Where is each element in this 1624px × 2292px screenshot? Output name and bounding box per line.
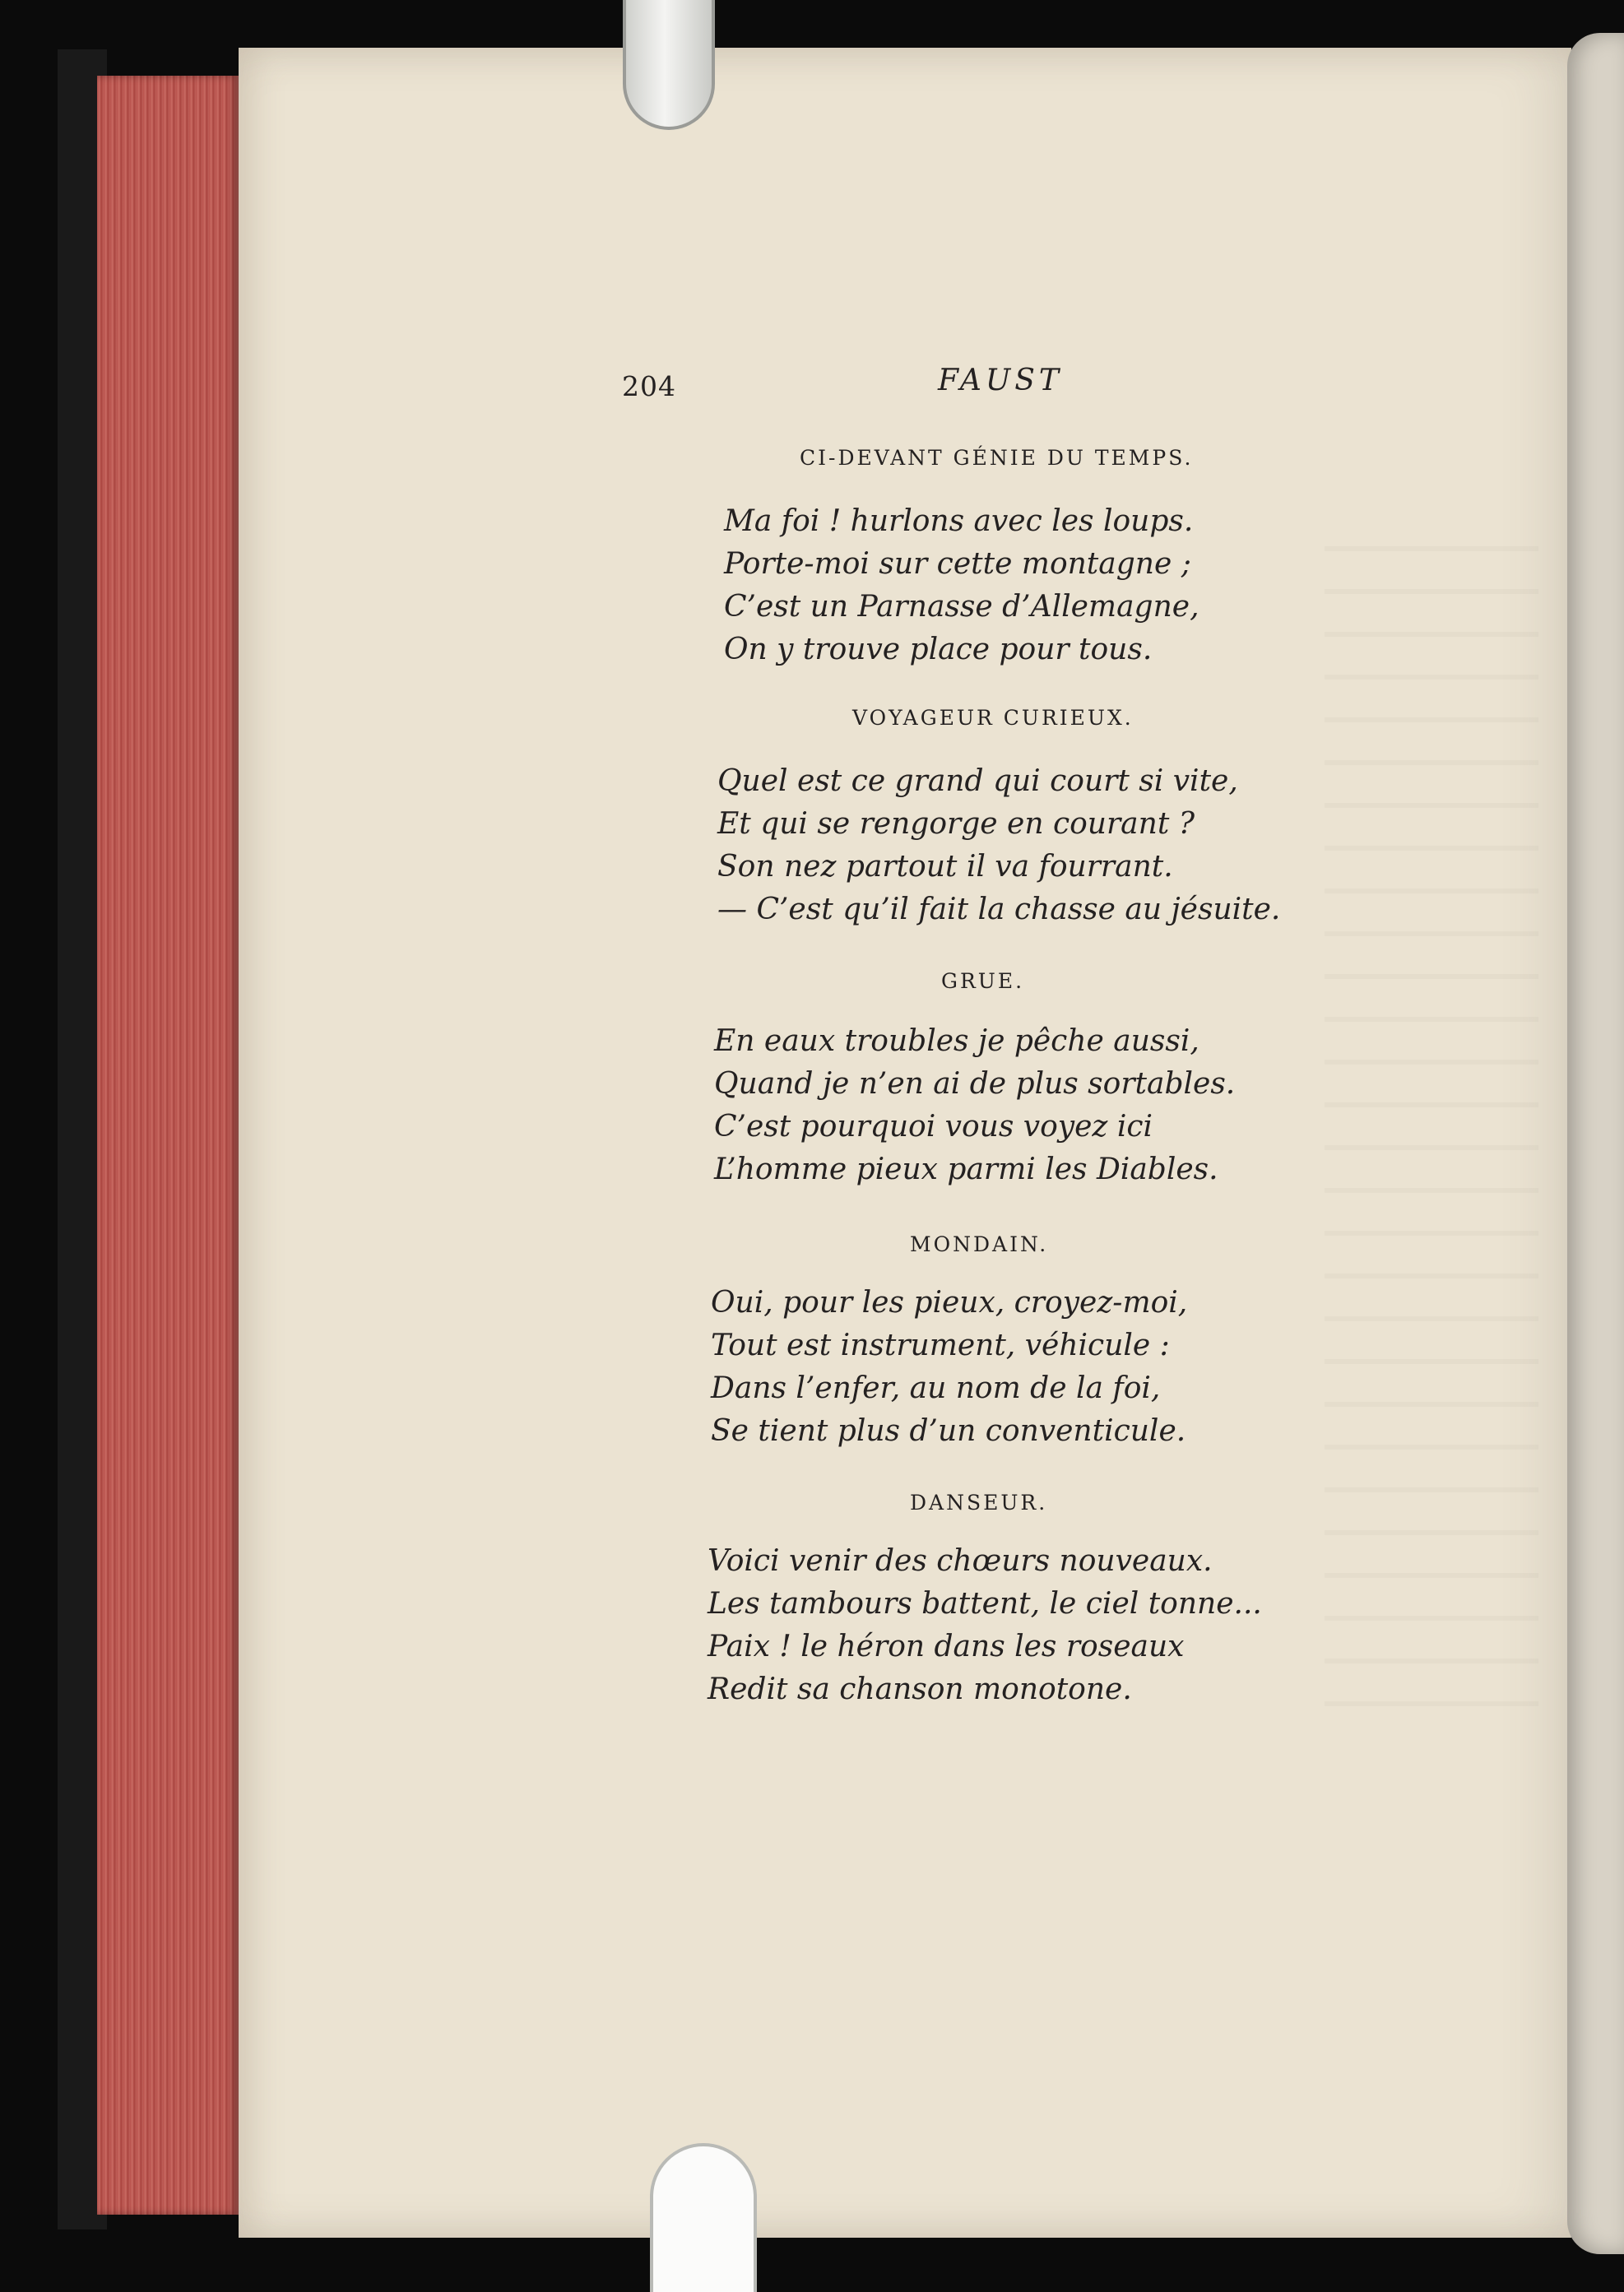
show-through-text xyxy=(1325,508,1538,1742)
speaker-name: MONDAIN. xyxy=(910,1232,1049,1256)
page-number: 204 xyxy=(622,370,676,402)
verse-line: Son nez partout il va fourrant. xyxy=(717,850,1173,884)
page-edges xyxy=(97,76,239,2215)
verse-line: Les tambours battent, le ciel tonne... xyxy=(708,1587,1262,1621)
speaker-name: GRUE. xyxy=(941,969,1025,993)
verse-line: Paix ! le héron dans les roseaux xyxy=(708,1630,1185,1663)
verse-line: On y trouve place pour tous. xyxy=(724,633,1153,666)
verse-line: — C’est qu’il fait la chasse au jésuite. xyxy=(717,893,1281,926)
verse-line: Quel est ce grand qui court si vite, xyxy=(717,764,1238,798)
verse-line: C’est pourquoi vous voyez ici xyxy=(714,1110,1153,1144)
verse-line: Se tient plus d’un conventicule. xyxy=(711,1414,1186,1448)
page-content xyxy=(622,362,1281,1761)
stanza xyxy=(717,760,1280,931)
verse-line: En eaux troubles je pêche aussi, xyxy=(714,1024,1199,1058)
speaker-name: VOYAGEUR CURIEUX. xyxy=(852,706,1134,730)
speaker-name: DANSEUR. xyxy=(910,1491,1048,1515)
stanza xyxy=(711,1282,1187,1453)
verse-line: C’est un Parnasse d’Allemagne, xyxy=(724,590,1199,624)
stanza xyxy=(714,1020,1235,1191)
verse-line: Oui, pour les pieux, croyez-moi, xyxy=(711,1286,1188,1320)
verse-line: Tout est instrument, véhicule : xyxy=(711,1329,1170,1362)
page-clip-top xyxy=(623,0,715,130)
verse-line: Ma foi ! hurlons avec les loups. xyxy=(724,504,1194,538)
stanza xyxy=(708,1540,1262,1711)
verse-line: Dans l’enfer, au nom de la foi, xyxy=(711,1371,1161,1405)
verse-line: Porte-moi sur cette montagne ; xyxy=(724,547,1191,581)
stanza xyxy=(724,500,1199,671)
speaker-name: CI-DEVANT GÉNIE DU TEMPS. xyxy=(800,446,1194,470)
page-clip-bottom xyxy=(650,2143,757,2292)
verse-line: Quand je n’en ai de plus sortables. xyxy=(714,1067,1236,1101)
running-title: FAUST xyxy=(938,364,1063,397)
verse-line: Redit sa chanson monotone. xyxy=(708,1673,1132,1706)
verse-line: L’homme pieux parmi les Diables. xyxy=(714,1153,1218,1186)
facing-page-edge xyxy=(1567,33,1624,2254)
verse-line: Et qui se rengorge en courant ? xyxy=(717,807,1195,841)
verse-line: Voici venir des chœurs nouveaux. xyxy=(708,1544,1213,1578)
